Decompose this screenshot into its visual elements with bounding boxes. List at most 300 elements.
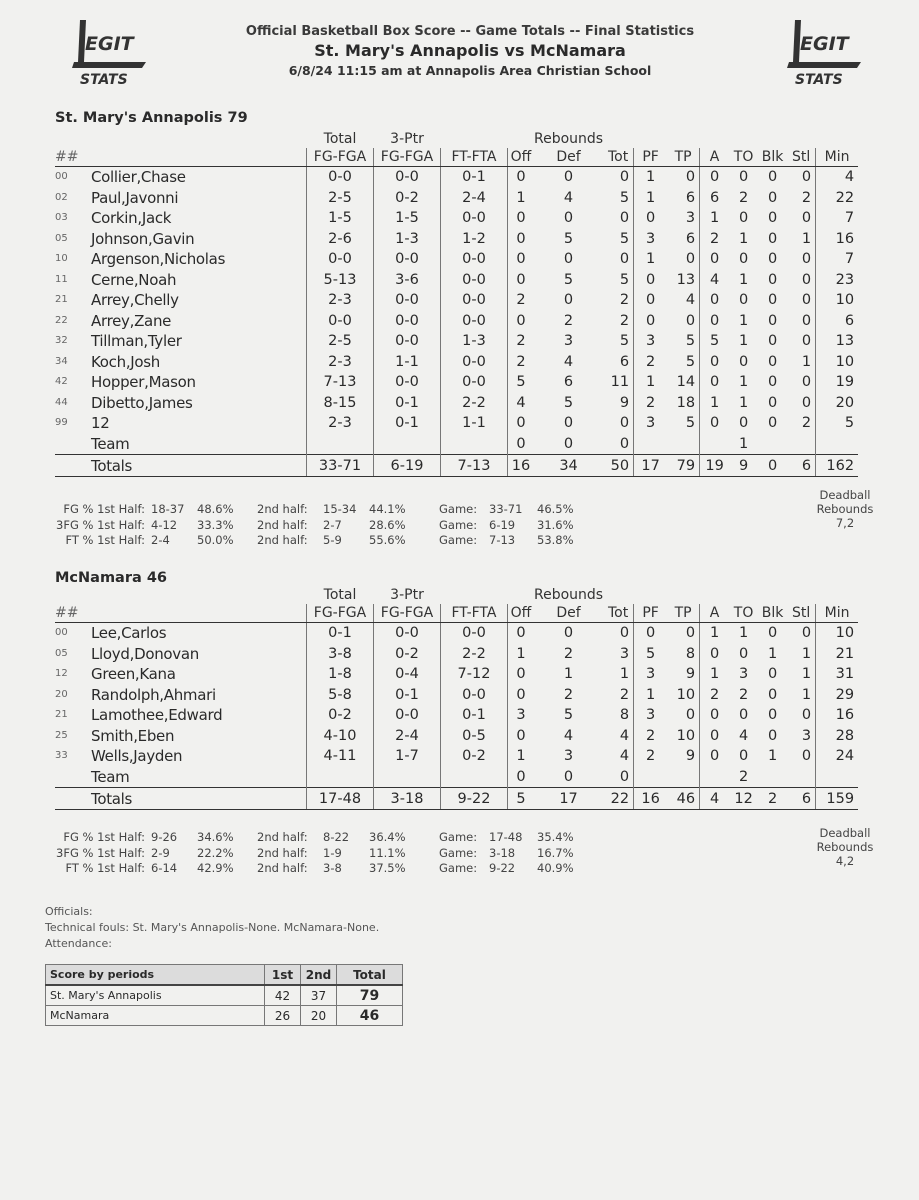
minutes-cell: 10 bbox=[835, 292, 855, 309]
blocks-cell: 0 bbox=[767, 374, 778, 391]
jersey-number: 42 bbox=[55, 376, 68, 388]
pct-h1: 18-37 bbox=[151, 502, 185, 516]
tot-reb-cell: 0 bbox=[603, 167, 634, 188]
deadball-rebounds: Deadball Rebounds 4,2 bbox=[816, 826, 874, 868]
blocks-cell: 0 bbox=[767, 169, 778, 186]
three-pt-cell bbox=[374, 767, 441, 788]
header-row bbox=[55, 586, 858, 604]
pct-h1: 2-4 bbox=[151, 533, 170, 547]
fouls-cell bbox=[634, 434, 668, 455]
jersey-number: 25 bbox=[55, 729, 68, 741]
tot-reb-cell: 2 bbox=[603, 311, 634, 332]
player-row bbox=[55, 623, 858, 644]
blocks-cell: 0 bbox=[767, 189, 778, 206]
turnovers-cell: 0 bbox=[738, 645, 749, 662]
player-row bbox=[55, 311, 858, 332]
player-row bbox=[55, 726, 858, 747]
turnovers-cell: 0 bbox=[738, 353, 749, 370]
pct-p2: 28.6% bbox=[369, 517, 406, 532]
def-reb-cell: 3 bbox=[563, 333, 574, 350]
pct-p2: 36.4% bbox=[369, 830, 406, 844]
column-header bbox=[91, 148, 307, 167]
points-cell: 5 bbox=[667, 413, 700, 434]
turnovers-cell: 1 bbox=[738, 394, 749, 411]
turnovers-cell: 1 bbox=[738, 625, 749, 642]
ft-cell: 0-0 bbox=[441, 249, 508, 270]
assists-cell: 1 bbox=[709, 666, 720, 683]
steals-cell: 0 bbox=[787, 208, 816, 229]
player-row bbox=[55, 685, 858, 706]
column-header: ## bbox=[55, 148, 91, 167]
ft-cell: 0-1 bbox=[441, 167, 508, 188]
player-name: Arrey,Zane bbox=[91, 311, 172, 330]
column-header: PF bbox=[634, 604, 668, 623]
player-name: Koch,Josh bbox=[91, 352, 161, 371]
pct-p1: 50.0% bbox=[197, 533, 234, 547]
total-blocks-cell: 2 bbox=[758, 788, 787, 810]
total-three-pt-cell: 6-19 bbox=[374, 455, 441, 477]
player-row bbox=[55, 270, 858, 291]
fg-cell: 0-0 bbox=[307, 167, 374, 188]
pct-label: FG % 1st Half: bbox=[63, 502, 145, 516]
blocks-cell: 0 bbox=[767, 271, 778, 288]
fouls-cell: 0 bbox=[645, 312, 656, 329]
jersey-number: 44 bbox=[55, 396, 68, 408]
svg-text:STATS: STATS bbox=[795, 72, 843, 88]
pct-l2: 2nd half: bbox=[257, 845, 308, 860]
turnovers-cell: 1 bbox=[738, 374, 749, 391]
off-reb-cell: 0 bbox=[516, 686, 526, 703]
turnovers-cell: 0 bbox=[738, 169, 749, 186]
ft-cell: 0-0 bbox=[441, 208, 508, 229]
def-reb-cell: 4 bbox=[563, 189, 574, 206]
def-reb-cell: 0 bbox=[563, 251, 574, 268]
total-assists-cell: 4 bbox=[700, 788, 730, 810]
fg-cell: 1-8 bbox=[307, 664, 374, 685]
turnovers-cell: 0 bbox=[738, 748, 749, 765]
minutes-cell: 4 bbox=[844, 169, 855, 186]
assists-cell bbox=[700, 434, 730, 455]
percentage-row bbox=[55, 861, 574, 877]
pct-l2: 2nd half: bbox=[257, 533, 308, 547]
player-name: Green,Kana bbox=[91, 665, 176, 684]
fouls-cell: 3 bbox=[645, 333, 656, 350]
assists-cell: 2 bbox=[709, 686, 720, 703]
svg-text:EGIT: EGIT bbox=[800, 33, 849, 55]
three-pt-cell: 0-0 bbox=[374, 311, 441, 332]
def-reb-cell: 5 bbox=[563, 394, 574, 411]
def-reb-cell: 0 bbox=[563, 169, 574, 186]
svg-text:STATS: STATS bbox=[80, 72, 128, 88]
steals-cell: 1 bbox=[787, 685, 816, 706]
player-name: Tillman,Tyler bbox=[91, 332, 182, 351]
pct-p1: 48.6% bbox=[197, 502, 234, 516]
turnovers-cell: 0 bbox=[738, 707, 749, 724]
column-group-label: 3-Ptr bbox=[390, 587, 424, 603]
column-header: Stl bbox=[787, 148, 816, 167]
steals-cell: 0 bbox=[787, 393, 816, 414]
assists-cell: 0 bbox=[709, 292, 720, 309]
jersey-number: 22 bbox=[55, 314, 68, 326]
points-cell: 5 bbox=[667, 331, 700, 352]
player-row bbox=[55, 188, 858, 209]
pct-h1: 4-12 bbox=[151, 517, 178, 532]
periods-header-row: Score by periods 1st 2nd Total bbox=[46, 965, 403, 986]
def-reb-cell: 4 bbox=[563, 727, 574, 744]
def-reb-cell: 4 bbox=[563, 353, 574, 370]
fouls-cell: 5 bbox=[645, 645, 656, 662]
pct-p1: 22.2% bbox=[197, 845, 234, 860]
three-pt-cell: 0-2 bbox=[374, 644, 441, 665]
assists-cell: 0 bbox=[709, 312, 720, 329]
ft-cell: 2-2 bbox=[441, 644, 508, 665]
technical-fouls-line: Technical fouls: St. Mary's Annapolis-None. McNamara-None. bbox=[45, 921, 380, 934]
off-reb-cell: 0 bbox=[516, 230, 526, 247]
player-name: Lee,Carlos bbox=[91, 624, 167, 643]
fg-cell: 0-2 bbox=[307, 705, 374, 726]
player-row bbox=[55, 372, 858, 393]
points-cell: 18 bbox=[667, 393, 700, 414]
fouls-cell bbox=[634, 767, 668, 788]
off-reb-cell: 0 bbox=[516, 768, 526, 785]
fouls-cell: 2 bbox=[645, 394, 656, 411]
player-name: Smith,Eben bbox=[91, 726, 175, 745]
ft-cell bbox=[441, 767, 508, 788]
column-header: TO bbox=[729, 148, 758, 167]
tot-reb-cell: 0 bbox=[603, 623, 634, 644]
turnovers-cell: 4 bbox=[738, 727, 749, 744]
player-row bbox=[55, 290, 858, 311]
assists-cell: 0 bbox=[709, 415, 720, 432]
player-row bbox=[55, 413, 858, 434]
fg-cell: 4-11 bbox=[307, 746, 374, 767]
blocks-cell: 0 bbox=[767, 707, 778, 724]
box-score-table bbox=[55, 130, 858, 477]
assists-cell: 0 bbox=[709, 251, 720, 268]
total-off-reb-cell: 16 bbox=[508, 455, 535, 477]
total-player-name: Totals bbox=[91, 455, 307, 477]
total-ft-cell: 7-13 bbox=[441, 455, 508, 477]
column-header: Off bbox=[508, 148, 535, 167]
steals-cell: 1 bbox=[787, 644, 816, 665]
minutes-cell: 31 bbox=[835, 666, 855, 683]
ft-cell: 1-1 bbox=[441, 413, 508, 434]
tot-reb-cell: 5 bbox=[603, 229, 634, 250]
jersey-number: 34 bbox=[55, 355, 68, 367]
pct-g: 17-48 bbox=[489, 830, 523, 844]
blocks-cell: 0 bbox=[767, 625, 778, 642]
minutes-cell: 13 bbox=[835, 333, 855, 350]
fg-cell: 2-3 bbox=[307, 290, 374, 311]
pct-h1: 2-9 bbox=[151, 845, 170, 860]
points-cell: 4 bbox=[667, 290, 700, 311]
column-header: FG-FGA bbox=[374, 148, 441, 167]
turnovers-cell: 3 bbox=[738, 666, 749, 683]
player-name: Hopper,Mason bbox=[91, 373, 196, 392]
steals-cell: 1 bbox=[787, 352, 816, 373]
pct-g: 3-18 bbox=[489, 845, 516, 860]
assists-cell: 0 bbox=[709, 727, 720, 744]
column-header: Min bbox=[816, 604, 859, 623]
turnovers-cell: 1 bbox=[738, 312, 749, 329]
pct-l3: Game: bbox=[439, 502, 478, 516]
ft-cell: 0-0 bbox=[441, 685, 508, 706]
turnovers-cell: 1 bbox=[738, 435, 749, 452]
steals-cell: 0 bbox=[787, 290, 816, 311]
box-score-table bbox=[55, 586, 858, 810]
deadball-rebounds: Deadball Rebounds 7,2 bbox=[816, 488, 874, 530]
three-pt-cell: 0-0 bbox=[374, 331, 441, 352]
blocks-cell: 0 bbox=[767, 292, 778, 309]
blocks-cell: 0 bbox=[767, 415, 778, 432]
report-header bbox=[230, 24, 710, 78]
player-name: Team bbox=[91, 434, 130, 453]
jersey-number: 11 bbox=[55, 273, 68, 285]
off-reb-cell: 2 bbox=[516, 333, 526, 350]
off-reb-cell: 1 bbox=[516, 189, 526, 206]
minutes-cell: 16 bbox=[835, 230, 855, 247]
blocks-cell bbox=[758, 434, 787, 455]
pct-pg: 31.6% bbox=[537, 517, 574, 532]
column-group-label: Total bbox=[323, 587, 357, 603]
tot-reb-cell: 6 bbox=[603, 352, 634, 373]
column-header: Off bbox=[508, 604, 535, 623]
def-reb-cell: 0 bbox=[563, 625, 574, 642]
steals-cell: 2 bbox=[787, 188, 816, 209]
fg-cell: 4-10 bbox=[307, 726, 374, 747]
player-row bbox=[55, 644, 858, 665]
fouls-cell: 3 bbox=[645, 230, 656, 247]
total-player-name: Totals bbox=[91, 788, 307, 810]
pct-p2: 37.5% bbox=[369, 861, 406, 875]
off-reb-cell: 1 bbox=[516, 645, 526, 662]
steals-cell: 0 bbox=[787, 705, 816, 726]
total-three-pt-cell: 3-18 bbox=[374, 788, 441, 810]
column-group-label: Rebounds bbox=[534, 131, 604, 147]
jersey-number: 20 bbox=[55, 688, 68, 700]
percentage-row bbox=[55, 502, 574, 518]
three-pt-cell: 1-1 bbox=[374, 352, 441, 373]
total-minutes-cell: 162 bbox=[816, 455, 859, 477]
column-header: A bbox=[700, 604, 730, 623]
assists-cell: 1 bbox=[709, 210, 720, 227]
blocks-cell: 1 bbox=[767, 645, 778, 662]
pct-g: 33-71 bbox=[489, 502, 523, 516]
ft-cell: 0-0 bbox=[441, 311, 508, 332]
total-points-cell: 79 bbox=[667, 455, 700, 477]
legit-stats-logo bbox=[785, 18, 867, 88]
points-cell: 13 bbox=[667, 270, 700, 291]
fouls-cell: 3 bbox=[645, 415, 656, 432]
fouls-cell: 0 bbox=[645, 271, 656, 288]
def-reb-cell: 0 bbox=[563, 435, 574, 452]
points-cell: 5 bbox=[667, 352, 700, 373]
fg-cell: 2-6 bbox=[307, 229, 374, 250]
column-header: FG-FGA bbox=[307, 604, 374, 623]
turnovers-cell: 1 bbox=[738, 333, 749, 350]
player-name: Lamothee,Edward bbox=[91, 706, 223, 725]
points-cell: 9 bbox=[667, 664, 700, 685]
column-header: FT-FTA bbox=[441, 604, 508, 623]
fouls-cell: 0 bbox=[645, 625, 656, 642]
points-cell: 6 bbox=[667, 188, 700, 209]
pct-pg: 16.7% bbox=[537, 845, 574, 860]
off-reb-cell: 0 bbox=[516, 271, 526, 288]
blocks-cell bbox=[758, 767, 787, 788]
blocks-cell: 0 bbox=[767, 666, 778, 683]
jersey-number: 00 bbox=[55, 171, 68, 183]
jersey-number bbox=[55, 767, 91, 788]
fouls-cell: 1 bbox=[645, 169, 656, 186]
player-row bbox=[55, 434, 858, 455]
ft-cell: 0-2 bbox=[441, 746, 508, 767]
ft-cell: 1-3 bbox=[441, 331, 508, 352]
assists-cell: 4 bbox=[709, 271, 720, 288]
off-reb-cell: 0 bbox=[516, 312, 526, 329]
team-title: McNamara 46 bbox=[55, 570, 167, 586]
fg-cell: 1-5 bbox=[307, 208, 374, 229]
jersey-number: 99 bbox=[55, 417, 68, 429]
player-row bbox=[55, 352, 858, 373]
ft-cell: 0-0 bbox=[441, 352, 508, 373]
total-fg-cell: 33-71 bbox=[307, 455, 374, 477]
shooting-percentages bbox=[55, 502, 574, 549]
tot-reb-cell: 11 bbox=[603, 372, 634, 393]
jersey-number: 00 bbox=[55, 627, 68, 639]
total-turnovers-cell: 12 bbox=[729, 788, 758, 810]
fg-cell: 3-8 bbox=[307, 644, 374, 665]
percentage-row bbox=[55, 533, 574, 549]
turnovers-cell: 0 bbox=[738, 251, 749, 268]
fg-cell: 7-13 bbox=[307, 372, 374, 393]
tot-reb-cell: 5 bbox=[603, 331, 634, 352]
off-reb-cell: 0 bbox=[516, 251, 526, 268]
three-pt-cell: 1-7 bbox=[374, 746, 441, 767]
pct-h2: 8-22 bbox=[323, 830, 350, 844]
fg-cell: 5-13 bbox=[307, 270, 374, 291]
jersey-number: 21 bbox=[55, 709, 68, 721]
column-header: FG-FGA bbox=[374, 604, 441, 623]
tot-reb-cell: 0 bbox=[603, 208, 634, 229]
team-title: St. Mary's Annapolis 79 bbox=[55, 110, 248, 126]
tot-reb-cell: 0 bbox=[603, 767, 634, 788]
total-tot-reb-cell: 50 bbox=[603, 455, 634, 477]
turnovers-cell: 1 bbox=[738, 230, 749, 247]
assists-cell: 6 bbox=[709, 189, 720, 206]
score-by-periods-table bbox=[45, 964, 403, 1026]
player-name: Dibetto,James bbox=[91, 393, 193, 412]
player-name: Collier,Chase bbox=[91, 168, 186, 187]
officials-info bbox=[45, 904, 379, 952]
column-header: Tot bbox=[603, 604, 634, 623]
minutes-cell: 7 bbox=[844, 210, 855, 227]
three-pt-cell: 0-1 bbox=[374, 413, 441, 434]
def-reb-cell: 5 bbox=[563, 271, 574, 288]
total-ft-cell: 9-22 bbox=[441, 788, 508, 810]
header-row bbox=[55, 148, 858, 167]
pct-l2: 2nd half: bbox=[257, 861, 308, 875]
assists-cell: 1 bbox=[709, 625, 720, 642]
ft-cell: 2-2 bbox=[441, 393, 508, 414]
three-pt-cell: 0-0 bbox=[374, 623, 441, 644]
game-dateline: 6/8/24 11:15 am at Annapolis Area Christian School bbox=[288, 63, 652, 78]
minutes-cell: 21 bbox=[835, 645, 855, 662]
assists-cell: 1 bbox=[709, 394, 720, 411]
column-group-label: Rebounds bbox=[534, 587, 604, 603]
total-def-reb-cell: 17 bbox=[534, 788, 603, 810]
fg-cell: 2-5 bbox=[307, 188, 374, 209]
periods-row: McNamara 26 20 46 bbox=[46, 1006, 403, 1026]
column-group-label: Total bbox=[323, 131, 357, 147]
jersey-number: 05 bbox=[55, 647, 68, 659]
def-reb-cell: 0 bbox=[563, 210, 574, 227]
fouls-cell: 0 bbox=[645, 210, 656, 227]
total-fouls-cell: 16 bbox=[634, 788, 668, 810]
minutes-cell bbox=[816, 767, 859, 788]
turnovers-cell: 0 bbox=[738, 415, 749, 432]
steals-cell: 0 bbox=[787, 311, 816, 332]
fg-cell bbox=[307, 434, 374, 455]
pct-p2: 11.1% bbox=[369, 845, 406, 860]
steals-cell: 2 bbox=[787, 413, 816, 434]
three-pt-cell bbox=[374, 434, 441, 455]
ft-cell: 0-5 bbox=[441, 726, 508, 747]
totals-row bbox=[55, 455, 858, 477]
total-off-reb-cell: 5 bbox=[508, 788, 535, 810]
fouls-cell: 2 bbox=[645, 353, 656, 370]
minutes-cell: 22 bbox=[835, 189, 855, 206]
fouls-cell: 2 bbox=[645, 748, 656, 765]
player-row bbox=[55, 249, 858, 270]
assists-cell: 0 bbox=[709, 374, 720, 391]
turnovers-cell: 1 bbox=[738, 271, 749, 288]
column-header: Def bbox=[534, 148, 603, 167]
off-reb-cell: 0 bbox=[516, 666, 526, 683]
pct-h1: 6-14 bbox=[151, 861, 178, 875]
points-cell: 10 bbox=[667, 726, 700, 747]
three-pt-cell: 3-6 bbox=[374, 270, 441, 291]
assists-cell: 0 bbox=[709, 707, 720, 724]
jersey-number: 12 bbox=[55, 668, 68, 680]
total-steals-cell: 6 bbox=[787, 788, 816, 810]
blocks-cell: 0 bbox=[767, 230, 778, 247]
off-reb-cell: 4 bbox=[516, 394, 526, 411]
points-cell: 0 bbox=[667, 311, 700, 332]
player-name: Johnson,Gavin bbox=[91, 229, 195, 248]
player-row bbox=[55, 229, 858, 250]
pct-p2: 55.6% bbox=[369, 533, 406, 547]
minutes-cell: 10 bbox=[835, 625, 855, 642]
player-row bbox=[55, 393, 858, 414]
turnovers-cell: 2 bbox=[738, 686, 749, 703]
pct-l3: Game: bbox=[439, 861, 478, 875]
total-points-cell: 46 bbox=[667, 788, 700, 810]
matchup-title: St. Mary's Annapolis vs McNamara bbox=[314, 41, 626, 60]
percentage-row bbox=[55, 518, 574, 534]
column-header: TP bbox=[667, 148, 700, 167]
off-reb-cell: 0 bbox=[516, 727, 526, 744]
jersey-number: 32 bbox=[55, 335, 68, 347]
percentage-row bbox=[55, 830, 574, 846]
tot-reb-cell: 0 bbox=[603, 249, 634, 270]
turnovers-cell: 0 bbox=[738, 210, 749, 227]
minutes-cell: 10 bbox=[835, 353, 855, 370]
jersey-number: 21 bbox=[55, 294, 68, 306]
def-reb-cell: 5 bbox=[563, 230, 574, 247]
off-reb-cell: 0 bbox=[516, 169, 526, 186]
player-row bbox=[55, 664, 858, 685]
player-name: Paul,Javonni bbox=[91, 188, 179, 207]
